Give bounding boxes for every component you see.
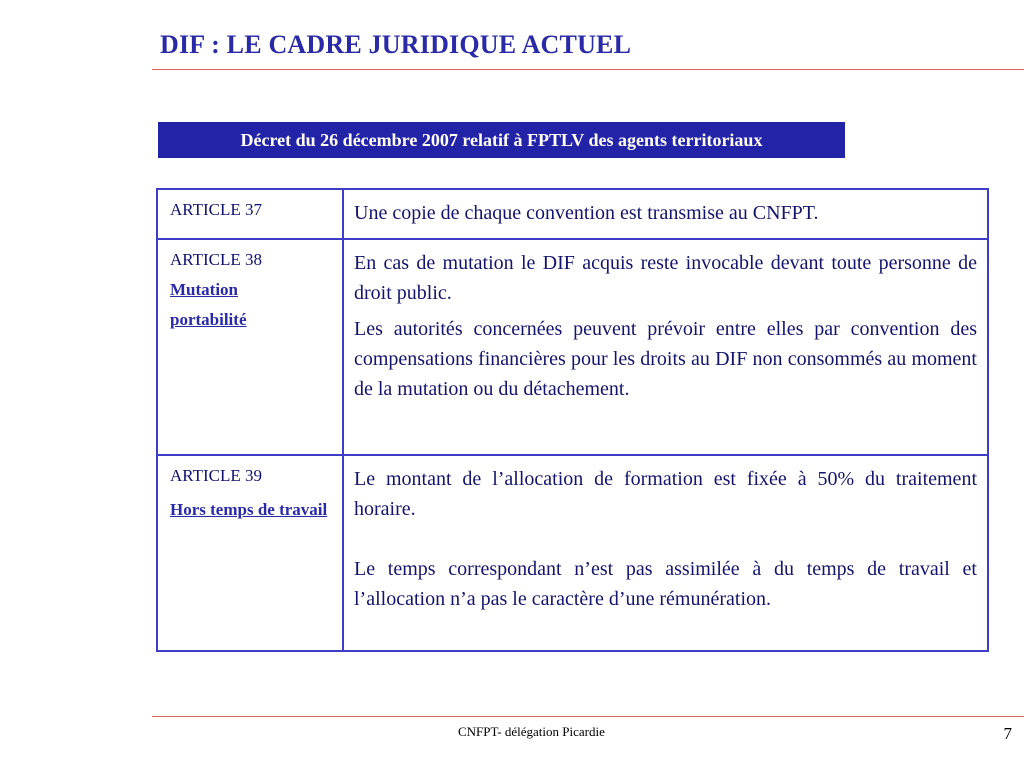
article-cell [157, 239, 343, 455]
title-divider [152, 69, 1024, 70]
table-row [157, 239, 988, 455]
article-cell [157, 189, 343, 239]
article-number: ARTICLE 39 [170, 466, 262, 485]
table-row [157, 455, 988, 651]
article-number: ARTICLE 37 [170, 200, 262, 219]
slide-title: DIF : LE CADRE JURIDIQUE ACTUEL [160, 30, 632, 59]
article-subtitle: Hors temps de travail [170, 500, 328, 519]
article-paragraph: Une copie de chaque convention est transmise au CNFPT. [354, 202, 819, 224]
article-paragraph: Le montant de l’allocation de formation est fixée à 50% du traitement horaire. [354, 468, 977, 520]
article-number: ARTICLE 38 [170, 250, 262, 269]
decree-banner: Décret du 26 décembre 2007 relatif à FPTLV des agents territoriaux [158, 122, 845, 158]
table-row [157, 189, 988, 239]
article-text-cell [343, 189, 988, 239]
article-paragraph: Les autorités concernées peuvent prévoir entre elles par convention des compensations financières pour les droits au DIF non consommés au moment de la mutation ou du détachement. [354, 318, 977, 400]
article-cell [157, 455, 343, 651]
article-subtitle: portabilité [170, 310, 247, 329]
article-paragraph: Le temps correspondant n’est pas assimilée à du temps de travail et l’allocation n’a pas le caractère d’une rémunération. [354, 558, 977, 610]
article-subtitle: Mutation [170, 280, 238, 299]
article-text-cell [343, 239, 988, 455]
article-paragraph: En cas de mutation le DIF acquis reste invocable devant toute personne de droit public. [354, 252, 977, 304]
page-number: 7 [1003, 724, 1012, 743]
footer-divider [152, 716, 1024, 717]
article-text-cell [343, 455, 988, 651]
articles-table [156, 188, 989, 652]
footer-text: CNFPT- délégation Picardie [458, 724, 605, 739]
